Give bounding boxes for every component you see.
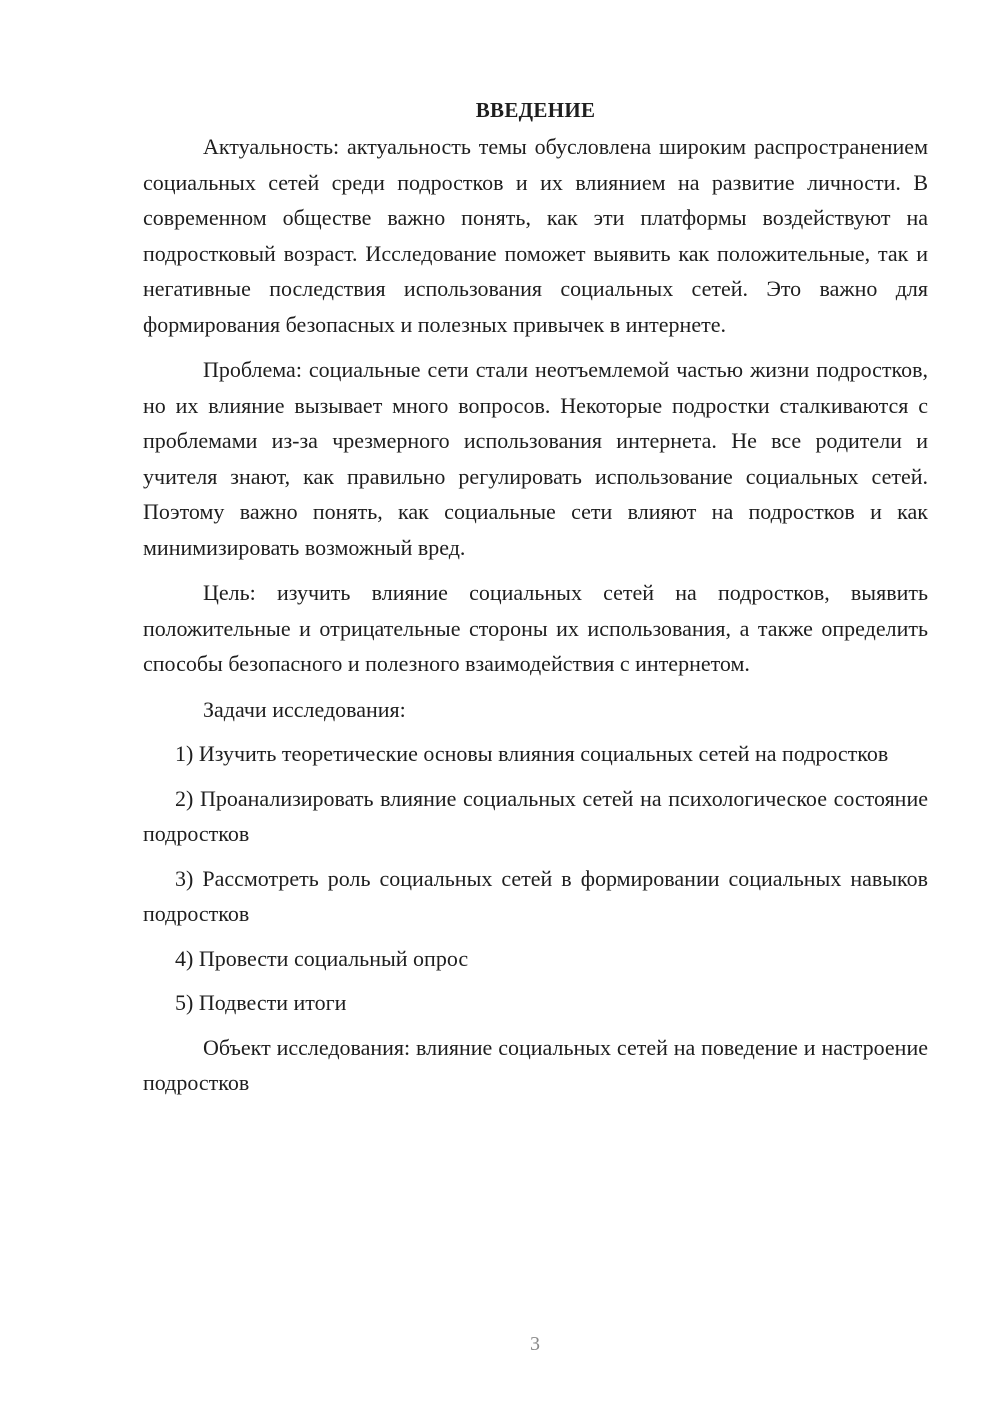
paragraph-problem: Проблема: социальные сети стали неотъемлемой частью жизни подростков, но их влияние вызывает много вопросов. Некоторые подростки сталкиваются с проблемами из-за чрезмерного использования интернета. Не все родители и учителя знают, как правильно регулировать использование социальных сетей. Поэтому важно понять, как социальные сети влияют на подростков и как минимизировать возможный вред. — [143, 357, 928, 560]
task-item-5: 5) Подвести итоги — [175, 990, 347, 1015]
task-item-3: 3) Рассмотреть роль социальных сетей в формировании социальных навыков подростков — [143, 865, 928, 926]
paragraph-relevance: Актуальность: актуальность темы обусловлена широким распространением социальных сетей среди подростков и их влиянием на развитие личности. В современном обществе важно понять, как эти платформы воздействуют на подростковый возраст. Исследование поможет выявить как положительные, так и негативные последствия использования социальных сетей. Это важно для формирования безопасных и полезных привычек в интернете. — [143, 134, 928, 337]
page-number: 3 — [530, 1333, 540, 1355]
tasks-heading: Задачи исследования: — [203, 696, 406, 722]
task-item-2: 2) Проанализировать влияние социальных сетей на психологическое состояние подростков — [143, 785, 928, 846]
tasks-list — [143, 736, 928, 1021]
section-title: ВВЕДЕНИЕ — [475, 98, 596, 122]
paragraph-goal: Цель: изучить влияние социальных сетей на подростков, выявить положительные и отрицательные стороны их использования, а также определить способы безопасного и полезного взаимодействия с интернетом. — [143, 580, 928, 676]
document-page — [143, 93, 928, 1111]
task-item-4: 4) Провести социальный опрос — [175, 945, 469, 971]
task-item-1: 1) Изучить теоретические основы влияния социальных сетей на подростков — [175, 741, 889, 766]
paragraph-object: Объект исследования: влияние социальных сетей на поведение и настроение подростков — [143, 1034, 928, 1095]
